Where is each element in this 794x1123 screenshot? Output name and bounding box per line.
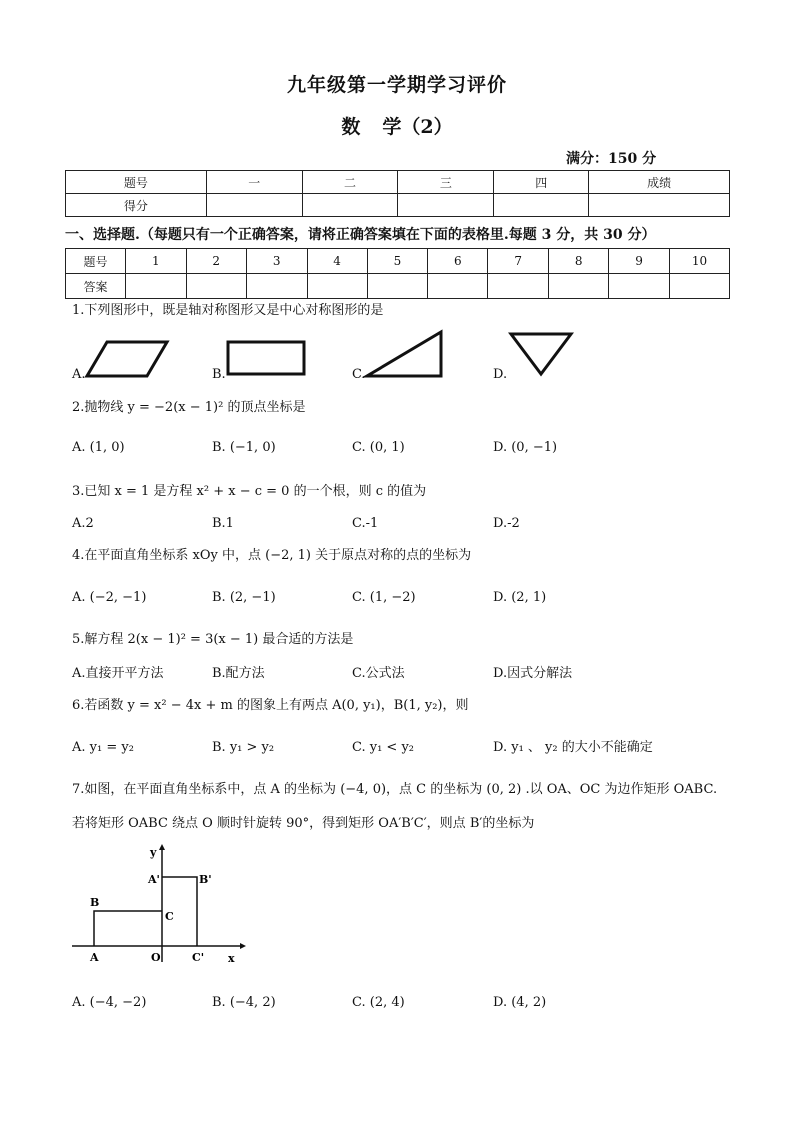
answer-header-cell: 9: [609, 249, 670, 274]
answer-header-cell: 5: [367, 249, 428, 274]
question-1-option-c[interactable]: C.: [352, 367, 366, 382]
question-7-option-c[interactable]: C. (2, 4): [352, 995, 405, 1010]
answer-table: [65, 248, 730, 299]
answer-header-cell: 8: [549, 249, 609, 274]
question-7-stem: 7.如图，在平面直角坐标系中，点 A 的坐标为 (−4, 0)，点 C 的坐标为 (0, 2) .以 OA、OC 为边作矩形 OABC.: [72, 782, 718, 797]
answer-input-cell[interactable]: [367, 274, 428, 299]
label-b-prime: B': [199, 873, 212, 886]
answer-header-cell: 1: [125, 249, 186, 274]
rectangle-oabc: [94, 911, 162, 946]
answer-header-cell: 题号: [66, 249, 126, 274]
score-cell: 三: [398, 171, 494, 194]
answer-input-cell[interactable]: [609, 274, 670, 299]
question-6-option-b[interactable]: B. y₁ > y₂: [212, 740, 275, 755]
question-7-option-d[interactable]: D. (4, 2): [493, 995, 547, 1010]
answer-input-cell[interactable]: [549, 274, 609, 299]
question-5-option-d[interactable]: D.因式分解法: [493, 666, 573, 681]
answer-input-cell[interactable]: [246, 274, 307, 299]
answer-input-cell[interactable]: [125, 274, 186, 299]
answer-input-cell[interactable]: [186, 274, 246, 299]
question-7-option-a[interactable]: A. (−4, −2): [72, 995, 147, 1010]
answer-input-cell[interactable]: [669, 274, 729, 299]
label-c: C: [165, 910, 174, 923]
question-2-option-a[interactable]: A. (1, 0): [72, 440, 125, 455]
full-score: 满分：150 分: [566, 151, 657, 167]
score-table-header-row: [66, 171, 730, 194]
x-axis-arrow-icon: [240, 943, 246, 949]
question-2-stem: 2.抛物线 y = −2(x − 1)² 的顶点坐标是: [72, 400, 306, 415]
label-c-prime: C': [192, 951, 205, 964]
question-4-option-c[interactable]: C. (1, −2): [352, 590, 416, 605]
score-input-cell[interactable]: [206, 194, 302, 217]
subject-right: 学（2）: [382, 116, 453, 138]
question-2-option-d[interactable]: D. (0, −1): [493, 440, 558, 455]
y-axis-arrow-icon: [159, 844, 165, 850]
score-input-cell[interactable]: [589, 194, 730, 217]
answer-header-cell: 7: [488, 249, 549, 274]
score-cell: 四: [494, 171, 589, 194]
answer-header-cell: 4: [307, 249, 367, 274]
question-5-option-c[interactable]: C.公式法: [352, 666, 405, 681]
score-cell: 成绩: [589, 171, 730, 194]
label-a: A: [90, 951, 99, 964]
question-5-option-a[interactable]: A.直接开平方法: [72, 666, 164, 681]
rectangle-shape: [226, 340, 306, 376]
score-input-cell[interactable]: [302, 194, 398, 217]
question-2-option-c[interactable]: C. (0, 1): [352, 440, 405, 455]
question-3-option-b[interactable]: B.1: [212, 516, 234, 531]
question-1-option-d[interactable]: D.: [493, 367, 508, 382]
question-1-option-b[interactable]: B.: [212, 367, 226, 382]
right-triangle-shape: [365, 330, 443, 378]
answer-header-cell: 3: [246, 249, 307, 274]
question-4-option-b[interactable]: B. (2, −1): [212, 590, 276, 605]
question-4-stem: 4.在平面直角坐标系 xOy 中，点 (−2, 1) 关于原点对称的点的坐标为: [72, 548, 472, 563]
label-b: B: [90, 896, 100, 909]
question-7-option-b[interactable]: B. (−4, 2): [212, 995, 276, 1010]
label-y: y: [150, 846, 157, 859]
answer-table-header-row: [66, 249, 730, 274]
parallelogram-shape: [85, 340, 169, 378]
answer-input-cell[interactable]: [488, 274, 549, 299]
question-6-stem: 6.若函数 y = x² − 4x + m 的图象上有两点 A(0, y₁)，B(1, y₂)，则: [72, 698, 469, 713]
score-cell: 题号: [66, 171, 207, 194]
score-cell: 一: [206, 171, 302, 194]
answer-header-cell: 10: [669, 249, 729, 274]
exam-title: 九年级第一学期学习评价: [286, 74, 507, 96]
question-5-option-b[interactable]: B.配方法: [212, 666, 265, 681]
coordinate-figure: [70, 842, 245, 967]
label-x: x: [228, 952, 235, 965]
question-3-stem: 3.已知 x = 1 是方程 x² + x − c = 0 的一个根，则 c 的值为: [72, 484, 427, 499]
section-heading: 一、选择题.（每题只有一个正确答案，请将正确答案填在下面的表格里.每题 3 分，共 30 分）: [65, 227, 656, 243]
question-4-option-d[interactable]: D. (2, 1): [493, 590, 547, 605]
question-7-stem-line2: 若将矩形 OABC 绕点 O 顺时针旋转 90°，得到矩形 OA′B′C′，则点 B′的坐标为: [72, 816, 535, 831]
question-3-option-d[interactable]: D.-2: [493, 516, 520, 531]
question-1-option-a[interactable]: A.: [72, 367, 86, 382]
question-6-option-c[interactable]: C. y₁ < y₂: [352, 740, 415, 755]
question-3-option-c[interactable]: C.-1: [352, 516, 379, 531]
score-cell: 得分: [66, 194, 207, 217]
answer-input-cell[interactable]: [428, 274, 488, 299]
question-3-option-a[interactable]: A.2: [72, 516, 94, 531]
subject-title: [0, 112, 794, 139]
score-table-score-row: [66, 194, 730, 217]
answer-label-cell: 答案: [66, 274, 126, 299]
subject-left: 数: [341, 116, 361, 138]
question-2-option-b[interactable]: B. (−1, 0): [212, 440, 276, 455]
answer-table-answer-row: [66, 274, 730, 299]
label-o: O: [151, 951, 161, 964]
answer-input-cell[interactable]: [307, 274, 367, 299]
answer-header-cell: 2: [186, 249, 246, 274]
question-4-option-a[interactable]: A. (−2, −1): [72, 590, 147, 605]
score-table: [65, 170, 730, 217]
score-input-cell[interactable]: [494, 194, 589, 217]
question-6-option-a[interactable]: A. y₁ = y₂: [72, 740, 134, 755]
inverted-triangle-shape: [509, 332, 573, 376]
question-1-stem: 1.下列图形中，既是轴对称图形又是中心对称图形的是: [72, 303, 384, 318]
question-5-stem: 5.解方程 2(x − 1)² = 3(x − 1) 最合适的方法是: [72, 632, 354, 647]
question-6-option-d[interactable]: D. y₁ 、 y₂ 的大小不能确定: [493, 740, 653, 755]
score-input-cell[interactable]: [398, 194, 494, 217]
answer-header-cell: 6: [428, 249, 488, 274]
label-a-prime: A': [148, 873, 160, 886]
score-cell: 二: [302, 171, 398, 194]
